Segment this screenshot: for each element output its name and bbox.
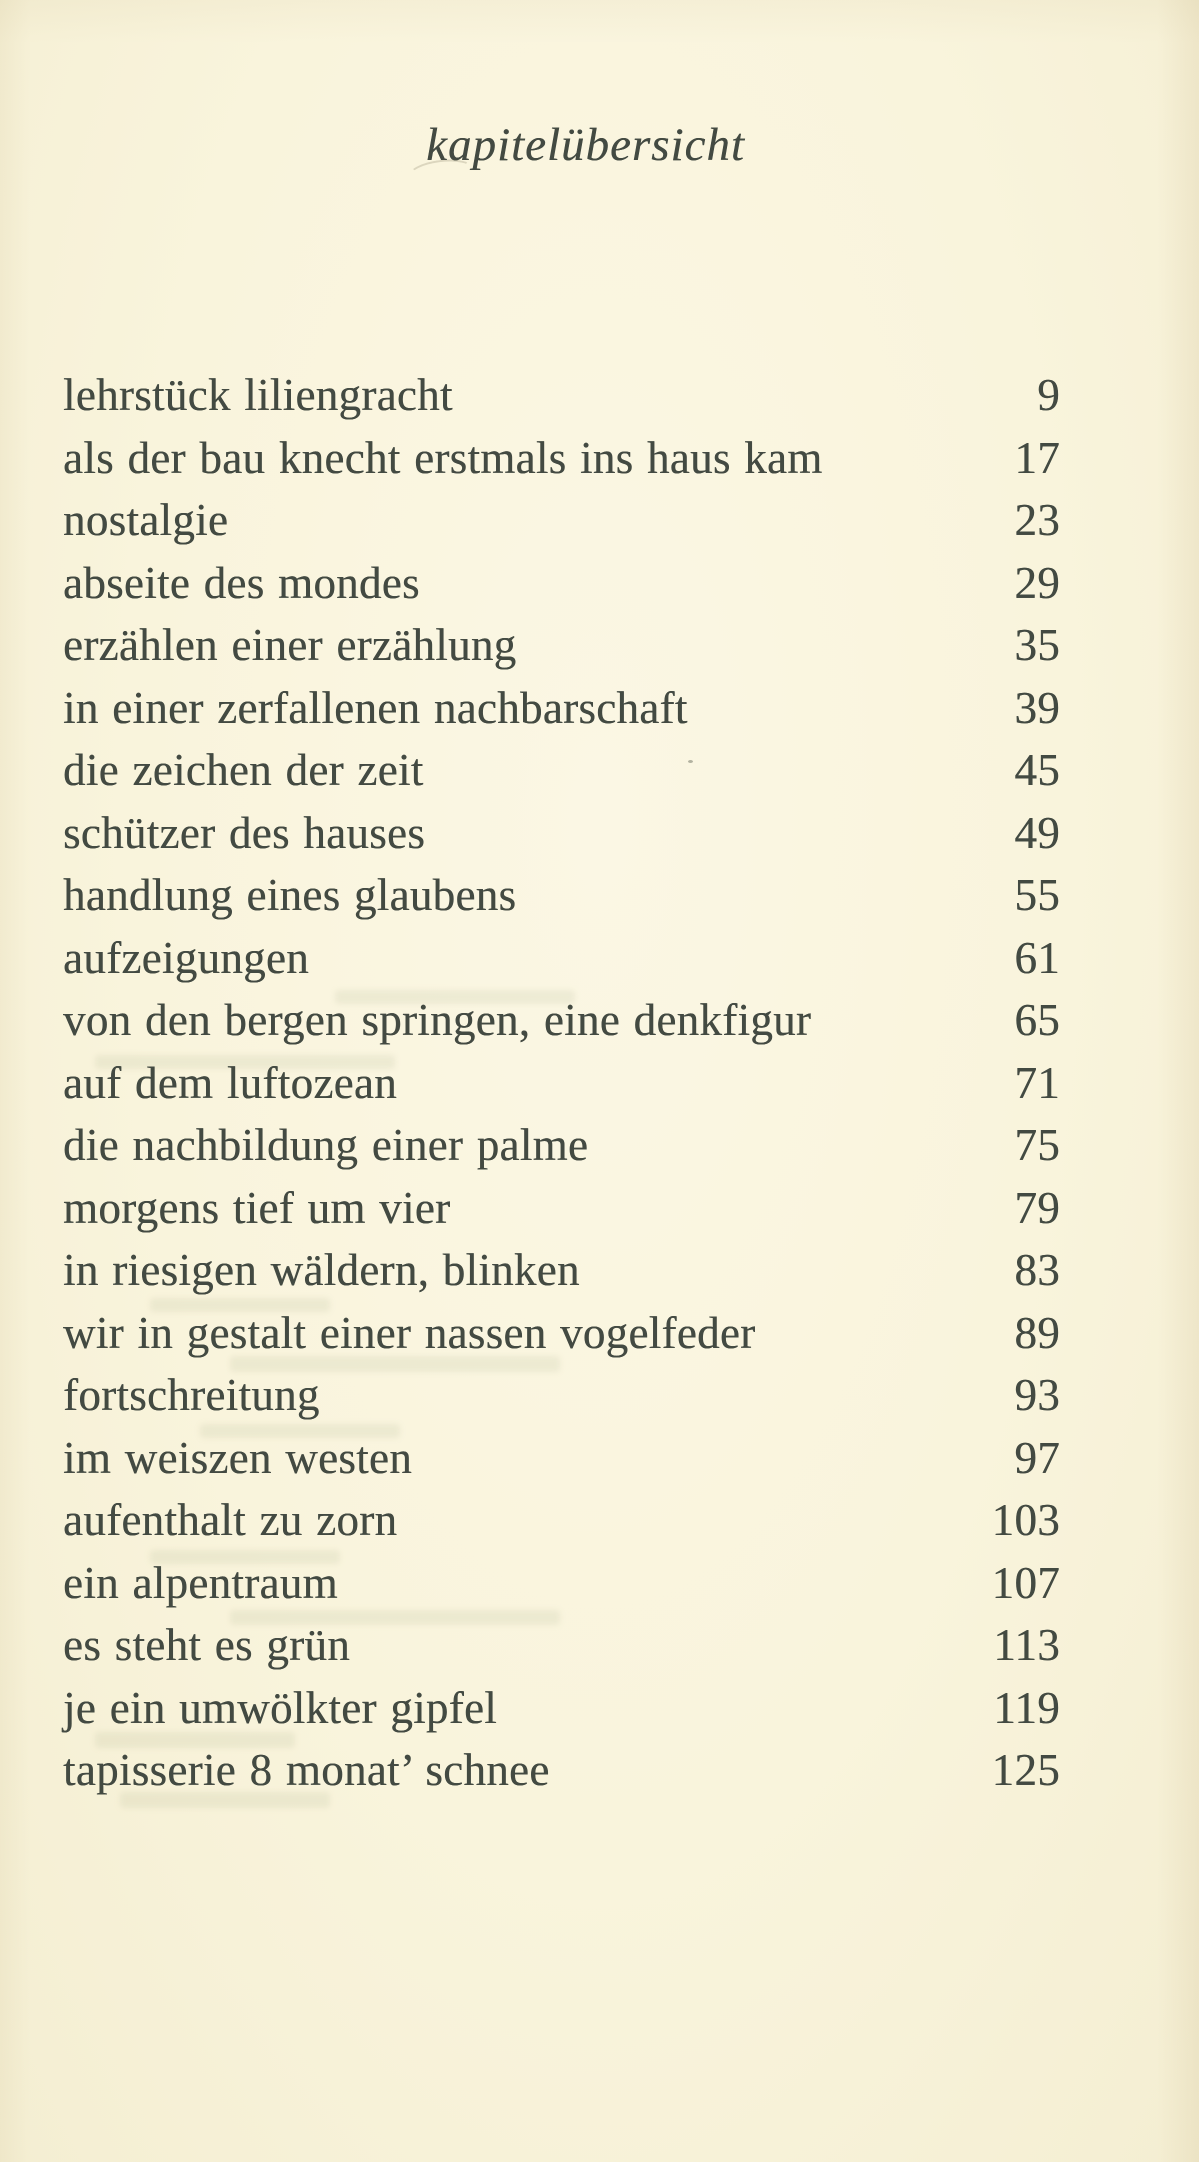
toc-row — [63, 1052, 1060, 1115]
toc-entry-page: 61 — [1014, 932, 1060, 983]
toc-entry-page: 65 — [1014, 995, 1060, 1045]
toc-row — [63, 1614, 1060, 1677]
toc-row — [63, 1427, 1060, 1490]
toc-entry-page: 55 — [1014, 870, 1060, 920]
toc-entry-title: tapisserie 8 monat’ schnee — [63, 1745, 550, 1795]
toc-entry-title: handlung eines glaubens — [63, 870, 517, 920]
toc-entry-page: 9 — [1037, 370, 1060, 420]
toc-entry-page: 71 — [1014, 1057, 1060, 1108]
toc-entry-title: die nachbildung einer palme — [63, 1120, 589, 1170]
toc-row — [63, 1364, 1060, 1427]
toc-entry-title: in einer zerfallenen nachbarschaft — [63, 682, 688, 733]
page-title: kapitelübersicht — [426, 119, 745, 171]
toc-entry-title: aufzeigungen — [63, 932, 309, 983]
toc-entry-page: 97 — [1014, 1432, 1060, 1483]
toc-row — [63, 1177, 1060, 1240]
toc-row — [63, 739, 1060, 802]
toc-entry-page: 45 — [1014, 745, 1060, 795]
toc-entry-page: 35 — [1014, 620, 1060, 670]
toc-entry-page: 23 — [1014, 495, 1060, 545]
toc-entry-title: morgens tief um vier — [63, 1182, 451, 1233]
toc-row — [63, 1114, 1060, 1177]
toc-entry-title: im weiszen westen — [63, 1432, 412, 1483]
toc-row — [63, 1677, 1060, 1740]
toc-entry-page: 103 — [991, 1495, 1060, 1545]
toc-row — [63, 989, 1060, 1052]
toc-entry-page: 83 — [1014, 1245, 1060, 1295]
toc-entry-page: 93 — [1014, 1370, 1060, 1420]
toc-row — [63, 927, 1060, 990]
toc-entry-title: je ein umwölkter gipfel — [63, 1682, 498, 1733]
toc-entry-title: aufenthalt zu zorn — [63, 1495, 398, 1545]
toc-row — [63, 489, 1060, 552]
toc-entry-title: fortschreitung — [63, 1370, 320, 1420]
toc-entry-page: 49 — [1014, 807, 1060, 858]
toc-entry-title: ein alpentraum — [63, 1557, 338, 1608]
toc-row — [63, 1239, 1060, 1302]
toc-list — [63, 364, 1060, 1802]
toc-row — [63, 552, 1060, 615]
toc-row — [63, 1552, 1060, 1615]
toc-row — [63, 1739, 1060, 1802]
toc-entry-page: 125 — [991, 1745, 1060, 1795]
toc-entry-title: auf dem luftozean — [63, 1057, 397, 1108]
toc-row — [63, 614, 1060, 677]
toc-entry-page: 89 — [1014, 1307, 1060, 1358]
toc-entry-title: lehrstück liliengracht — [63, 370, 453, 420]
toc-entry-title: es steht es grün — [63, 1620, 350, 1670]
toc-entry-page: 17 — [1014, 432, 1060, 483]
toc-row — [63, 802, 1060, 865]
toc-entry-title: die zeichen der zeit — [63, 745, 424, 795]
toc-entry-page: 29 — [1014, 557, 1060, 608]
toc-row — [63, 1489, 1060, 1552]
toc-entry-title: nostalgie — [63, 495, 229, 545]
toc-row — [63, 864, 1060, 927]
toc-entry-page: 119 — [993, 1682, 1060, 1733]
toc-entry-title: wir in gestalt einer nassen vogelfeder — [63, 1307, 756, 1358]
toc-entry-title: in riesigen wäldern, blinken — [63, 1245, 580, 1295]
toc-row — [63, 427, 1060, 490]
toc-entry-page: 75 — [1014, 1120, 1060, 1170]
toc-entry-title: von den bergen springen, eine denkfigur — [63, 995, 812, 1045]
toc-row — [63, 364, 1060, 427]
toc-entry-title: schützer des hauses — [63, 807, 426, 858]
toc-entry-page: 79 — [1014, 1182, 1060, 1233]
toc-entry-page: 107 — [991, 1557, 1060, 1608]
toc-row — [63, 677, 1060, 740]
toc-row — [63, 1302, 1060, 1365]
toc-entry-title: abseite des mondes — [63, 557, 420, 608]
toc-entry-title: erzählen einer erzählung — [63, 620, 517, 670]
toc-entry-page: 113 — [993, 1620, 1060, 1670]
toc-entry-title: als der bau knecht erstmals ins haus kam — [63, 432, 823, 483]
toc-entry-page: 39 — [1014, 682, 1060, 733]
